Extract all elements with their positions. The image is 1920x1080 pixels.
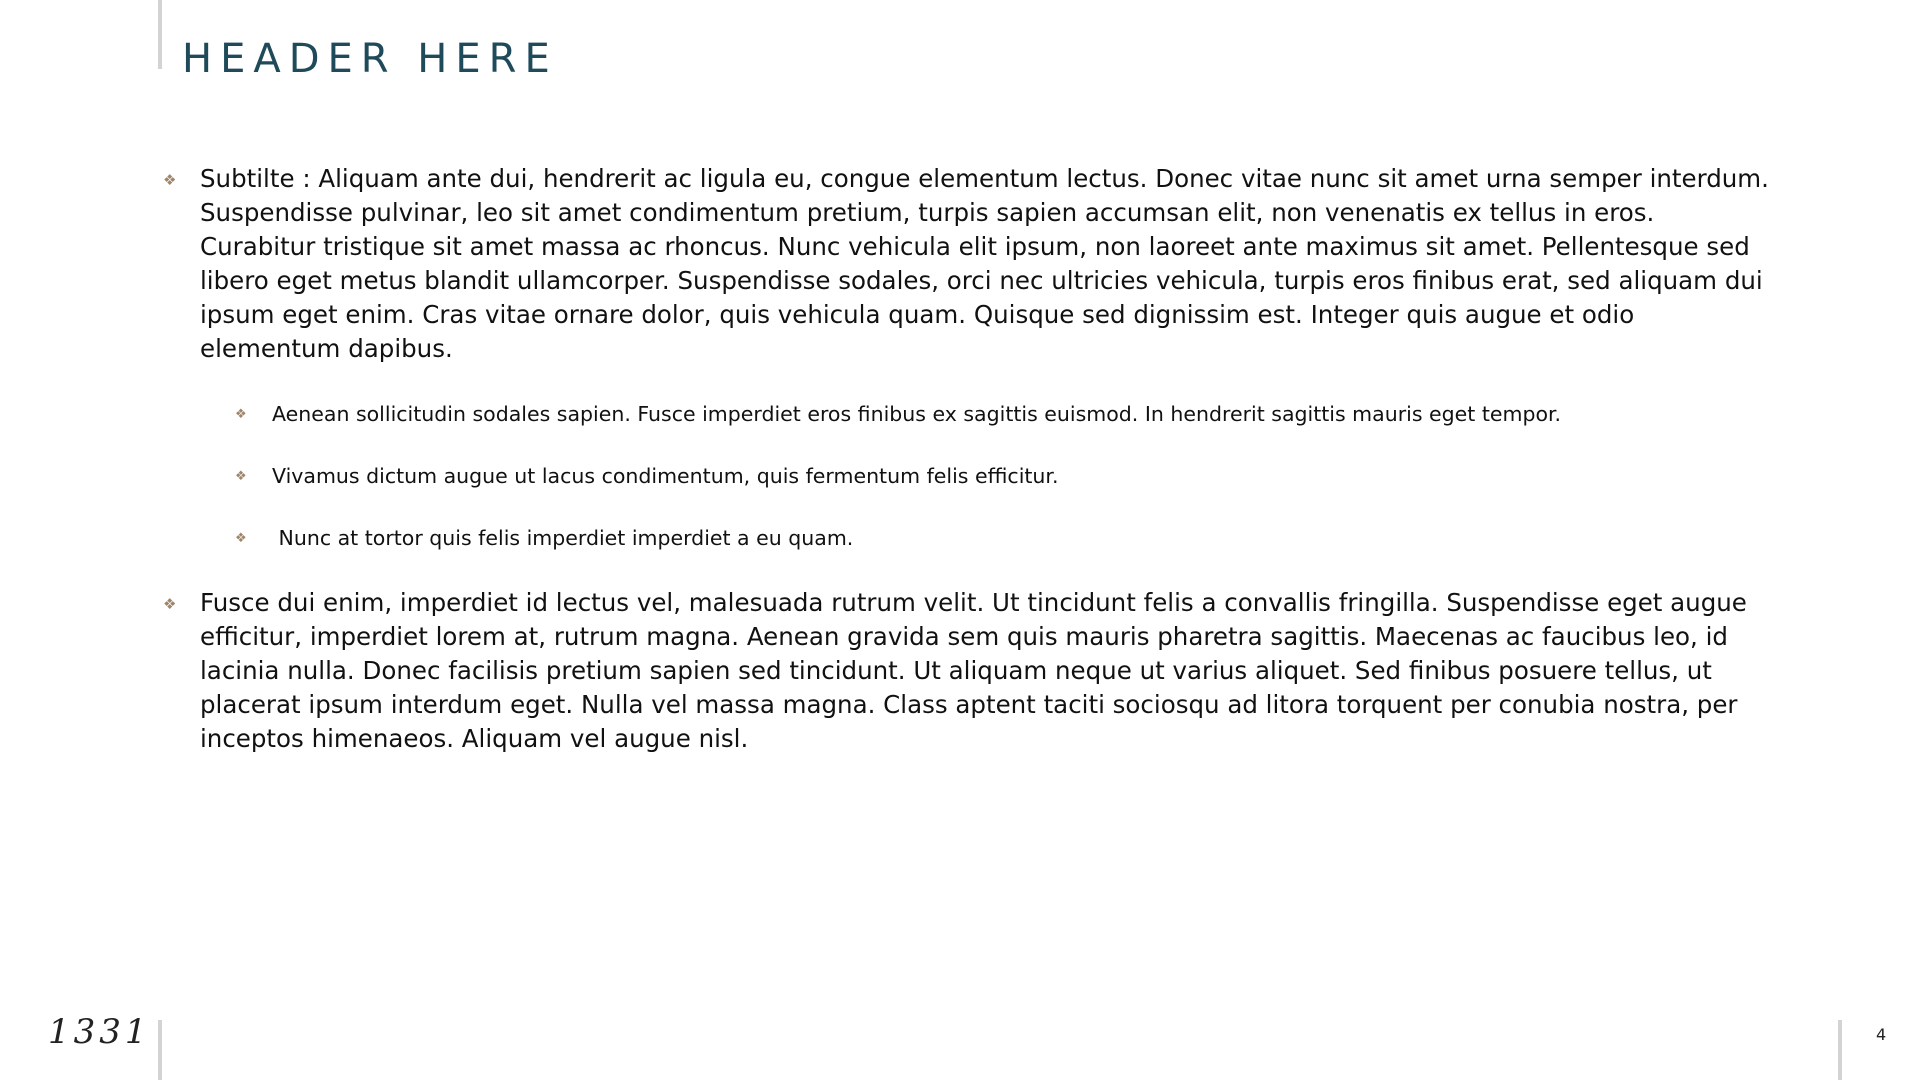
- bullet-text: Subtilte : Aliquam ante dui, hendrerit ac ligula eu, congue elementum lectus. Donec vitae nunc sit amet urna semper interdum. Suspendisse pulvinar, leo sit amet condimentum pretium, turpis sapien accumsan elit, non venenatis ex tellus in eros. Curabitur tristique sit amet massa ac rhoncus. Nunc vehicula elit ipsum, non laoreet ante maximus sit amet. Pellentesque sed libero eget metus blandit ullamcorper. Suspendisse sodales, orci nec ultricies vehicula, turpis eros finibus erat, sed aliquam dui ipsum eget enim. Cras vitae ornare dolor, quis vehicula quam. Quisque sed dignissim est. Integer quis augue et odio elementum dapibus.: [200, 164, 1769, 363]
- diamond-bullet-icon: ❖: [235, 531, 247, 546]
- page-title: HEADER HERE: [182, 36, 558, 82]
- diamond-bullet-icon: ❖: [163, 171, 177, 189]
- bullet-item-1: [163, 162, 1773, 366]
- sub-bullet-item-1: [163, 400, 1773, 428]
- diamond-bullet-icon: ❖: [235, 407, 247, 422]
- top-rule: [158, 0, 162, 69]
- sub-bullet-item-3: [163, 524, 1773, 552]
- slide-body: [163, 162, 1773, 756]
- diamond-bullet-icon: ❖: [163, 595, 177, 613]
- footer-left-rule: [158, 1020, 162, 1080]
- sub-bullet-item-2: [163, 462, 1773, 490]
- bullet-text: Fusce dui enim, imperdiet id lectus vel, malesuada rutrum velit. Ut tincidunt felis a convallis fringilla. Suspendisse eget augue efficitur, imperdiet lorem at, rutrum magna. Aenean gravida sem quis mauris pharetra sagittis. Maecenas ac faucibus leo, id lacinia nulla. Donec facilisis pretium sapien sed tincidunt. Ut aliquam neque ut varius aliquet. Sed finibus posuere tellus, ut placerat ipsum interdum eget. Nulla vel massa magna. Class aptent taciti sociosqu ad litora torquent per conubia nostra, per inceptos himenaeos. Aliquam vel augue nisl.: [200, 588, 1747, 753]
- diamond-bullet-icon: ❖: [235, 469, 247, 484]
- footer-logo: 1331: [48, 1012, 151, 1052]
- sub-bullet-text: Nunc at tortor quis felis imperdiet imperdiet a eu quam.: [272, 526, 854, 550]
- bullet-item-2: [163, 586, 1773, 756]
- sub-bullet-text: Aenean sollicitudin sodales sapien. Fusce imperdiet eros finibus ex sagittis euismod. In hendrerit sagittis mauris eget tempor.: [272, 402, 1562, 426]
- footer-right-rule: [1838, 1020, 1842, 1080]
- sub-bullet-text: Vivamus dictum augue ut lacus condimentum, quis fermentum felis efficitur.: [272, 464, 1059, 488]
- page-number: 4: [1876, 1025, 1887, 1044]
